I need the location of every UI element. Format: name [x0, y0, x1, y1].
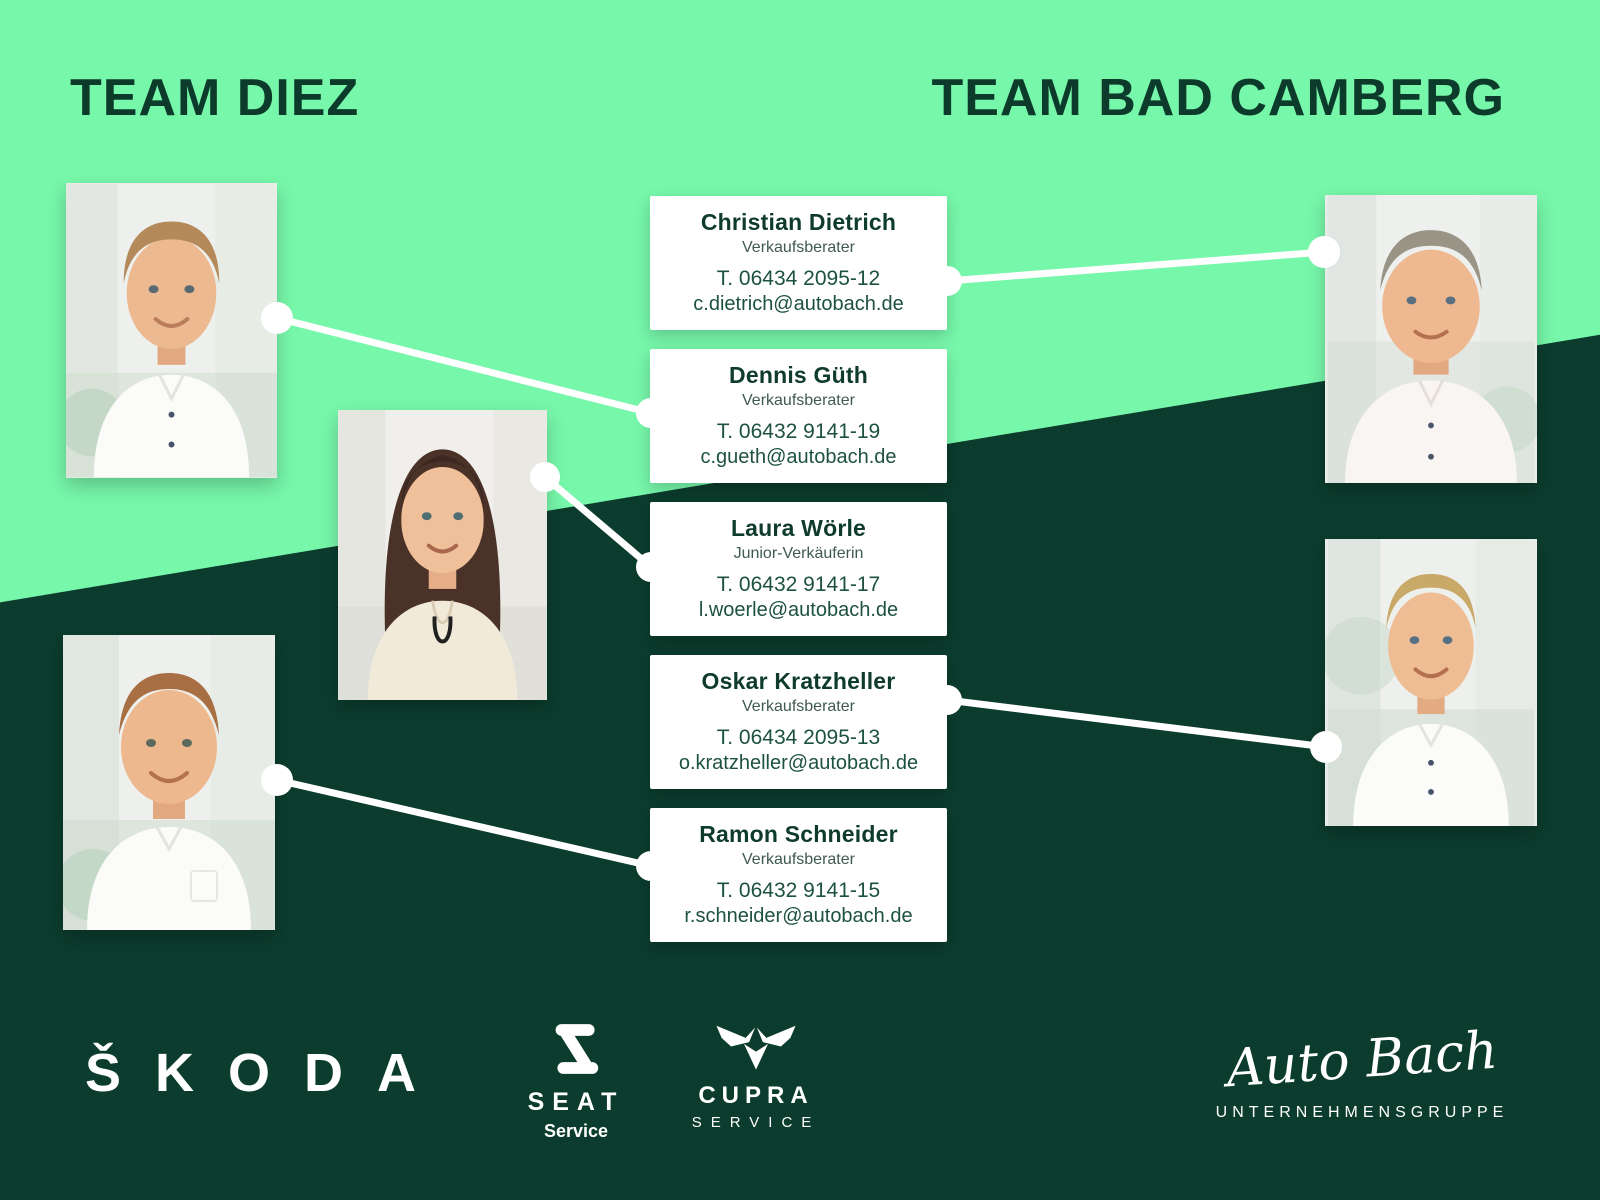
team-diez-title: TEAM DIEZ	[70, 69, 360, 127]
seat-service-label: Service	[543, 1121, 609, 1141]
person-phone: T. 06432 9141-17	[716, 573, 881, 596]
cupra-wordmark: CUPRA	[698, 1082, 814, 1109]
card-laura-woerle	[650, 502, 947, 636]
person-name: Ramon Schneider	[699, 821, 898, 847]
skoda-logo: ŠKODA	[85, 1043, 451, 1103]
person-role: Verkaufsberater	[742, 392, 855, 409]
person-email[interactable]: r.schneider@autobach.de	[684, 905, 913, 927]
portrait-man-4-illustration	[1325, 195, 1537, 483]
person-role: Verkaufsberater	[742, 698, 855, 715]
person-phone: T. 06434 2095-12	[716, 267, 881, 290]
photo-laura-woerle	[338, 410, 547, 700]
photo-dennis-gueth	[66, 183, 277, 478]
photo-oskar-kratzheller	[1325, 539, 1537, 826]
person-name: Dennis Güth	[729, 362, 868, 388]
person-name: Oskar Kratzheller	[701, 668, 896, 694]
person-email[interactable]: c.dietrich@autobach.de	[693, 293, 904, 315]
portrait-man-3-illustration	[63, 635, 275, 930]
portrait-man-1-illustration	[66, 183, 277, 478]
autobach-script-logo: Auto Bach	[1224, 1020, 1500, 1100]
connector-dietrich	[947, 252, 1324, 281]
person-email[interactable]: c.gueth@autobach.de	[700, 446, 897, 468]
person-phone: T. 06432 9141-19	[716, 420, 881, 443]
autobach-group-label: UNTERNEHMENSGRUPPE	[1215, 1104, 1509, 1121]
person-role: Verkaufsberater	[742, 851, 855, 868]
card-christian-dietrich	[650, 196, 947, 330]
person-phone: T. 06434 2095-13	[716, 726, 881, 749]
person-role: Verkaufsberater	[742, 239, 855, 256]
person-email[interactable]: l.woerle@autobach.de	[698, 599, 899, 621]
seat-wordmark: SEAT	[527, 1088, 625, 1116]
person-name: Laura Wörle	[730, 515, 867, 541]
portrait-man-5-illustration	[1325, 539, 1537, 826]
person-name: Christian Dietrich	[700, 209, 897, 235]
cupra-service-label: SERVICE	[691, 1114, 821, 1131]
connector-gueth	[277, 318, 651, 413]
person-phone: T. 06432 9141-15	[716, 879, 881, 902]
card-ramon-schneider	[650, 808, 947, 942]
portrait-woman-illustration	[338, 410, 547, 700]
card-dennis-gueth	[650, 349, 947, 483]
person-role: Junior-Verkäuferin	[733, 545, 864, 562]
card-oskar-kratzheller	[650, 655, 947, 789]
photo-ramon-schneider	[63, 635, 275, 930]
team-bad-camberg-title: TEAM BAD CAMBERG	[931, 69, 1505, 127]
person-email[interactable]: o.kratzheller@autobach.de	[678, 752, 919, 774]
photo-christian-dietrich	[1325, 195, 1537, 483]
